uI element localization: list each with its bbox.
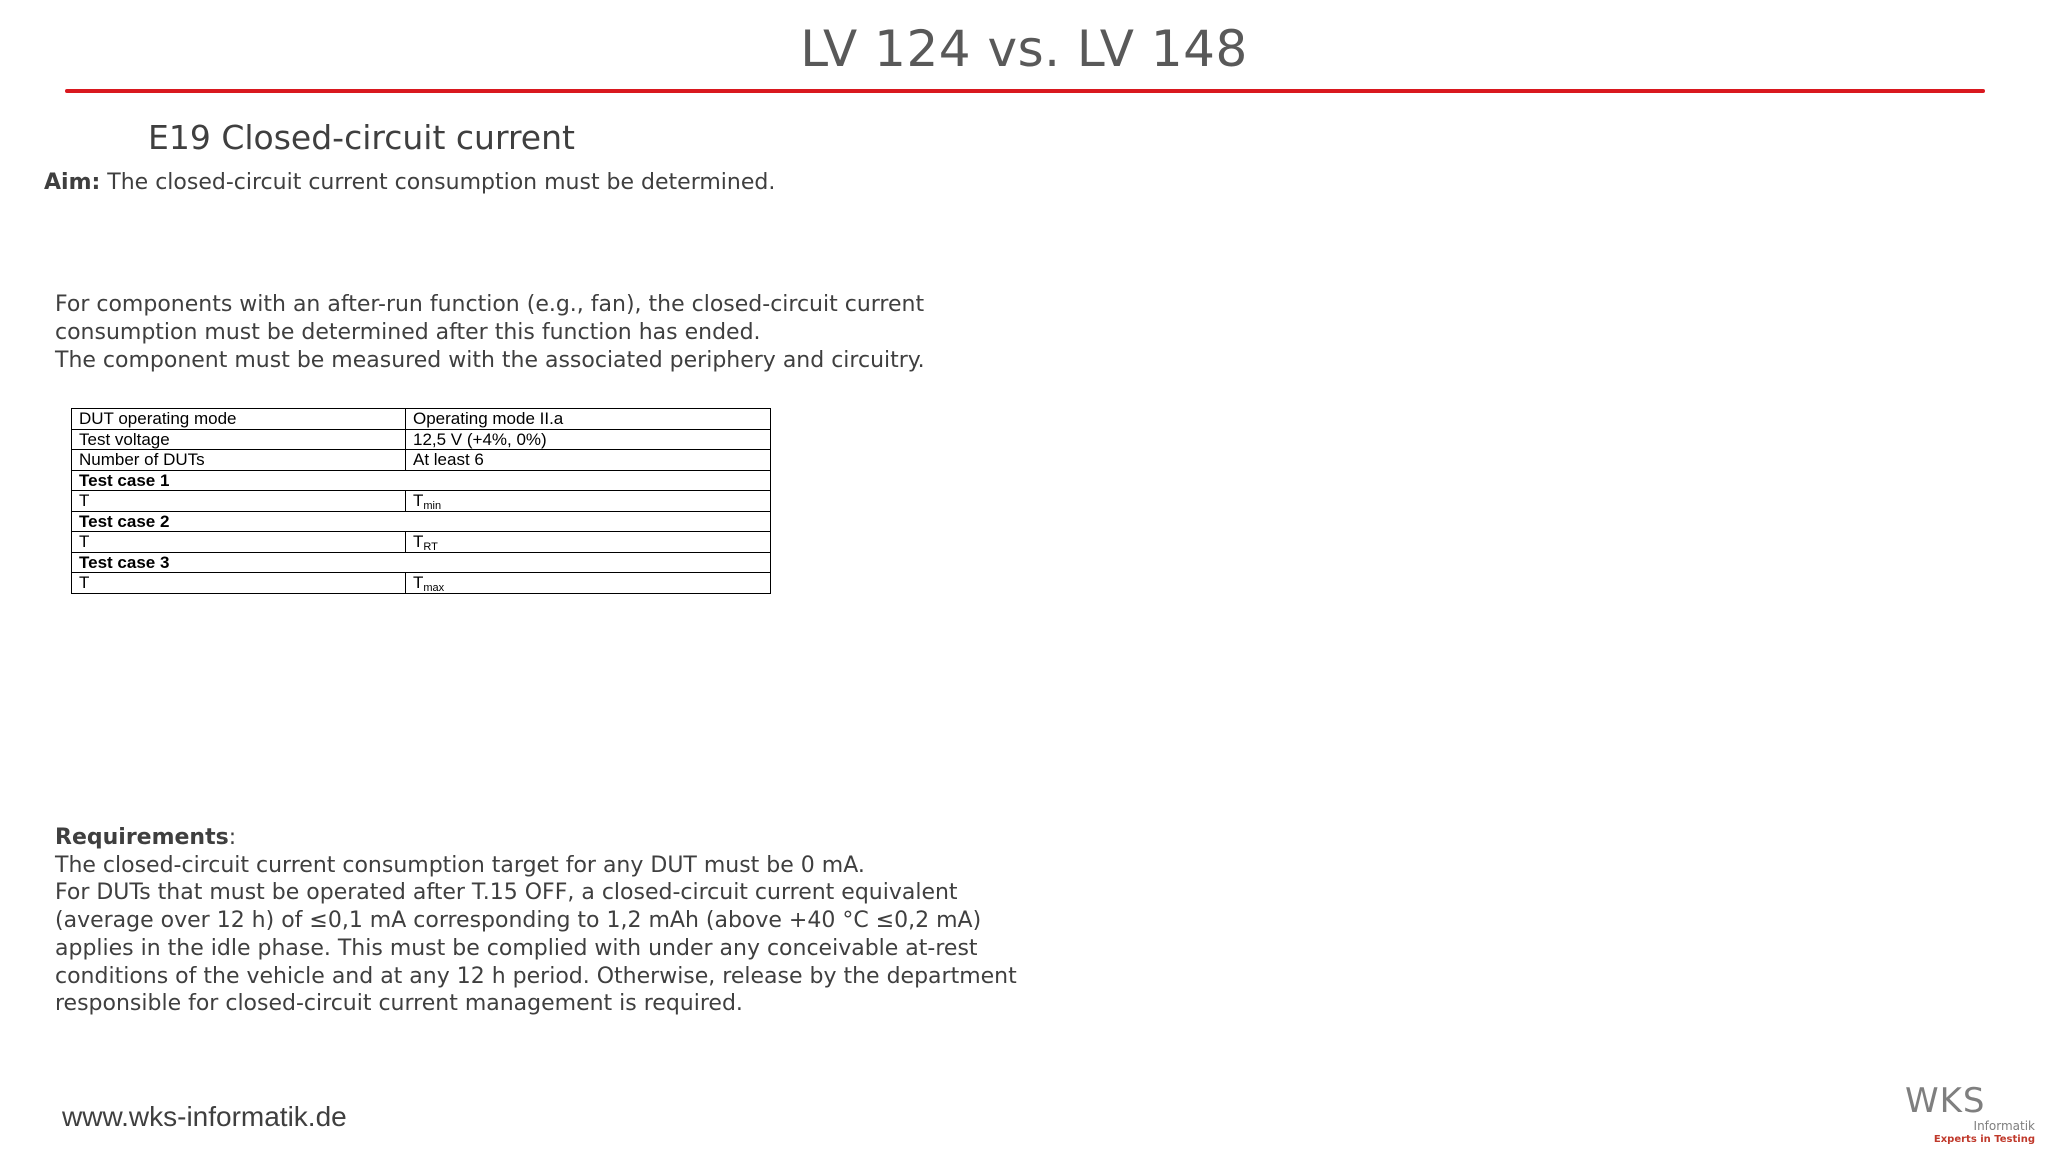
logo-tagline: Experts in Testing bbox=[1933, 1134, 2035, 1145]
requirements-line: (average over 12 h) of ≤0,1 mA corresponding to 1,2 mAh (above +40 °C ≤0,2 mA) bbox=[55, 908, 982, 934]
table-cell-value bbox=[406, 491, 771, 512]
table-cell-value bbox=[406, 532, 771, 553]
requirements-colon: : bbox=[228, 825, 237, 850]
test-parameter-table bbox=[71, 408, 771, 594]
table-cell-label: DUT operating mode bbox=[72, 409, 406, 430]
title-underline bbox=[65, 89, 1985, 93]
table-cell-value bbox=[406, 573, 771, 594]
table-row bbox=[72, 450, 771, 471]
table-cell-label: T bbox=[72, 573, 406, 594]
logo-subtitle: Informatik bbox=[1973, 1119, 2035, 1133]
aim-statement bbox=[44, 170, 775, 195]
temperature-subscript: max bbox=[423, 582, 445, 595]
intro-paragraph bbox=[55, 291, 925, 375]
temperature-symbol: T bbox=[413, 532, 424, 552]
aim-label: Aim: bbox=[44, 170, 101, 195]
table-row bbox=[72, 532, 771, 553]
table-cell-value: 12,5 V (+4%, 0%) bbox=[406, 429, 771, 450]
table-row bbox=[72, 409, 771, 430]
table-cell-label: T bbox=[72, 491, 406, 512]
table-cell-value: At least 6 bbox=[406, 450, 771, 471]
requirements-line: For DUTs that must be operated after T.15 OFF, a closed-circuit current equivalent bbox=[55, 880, 958, 906]
temperature-symbol: T bbox=[413, 573, 424, 593]
test-case-heading: Test case 3 bbox=[72, 552, 771, 573]
requirements-line: The closed-circuit current consumption target for any DUT must be 0 mA. bbox=[55, 852, 865, 878]
intro-line: For components with an after-run function (e.g., fan), the closed-circuit current bbox=[55, 292, 925, 317]
temperature-symbol: T bbox=[413, 491, 424, 511]
intro-line: consumption must be determined after this function has ended. bbox=[55, 320, 761, 345]
requirements-line: responsible for closed-circuit current management is required. bbox=[55, 991, 743, 1017]
requirements-paragraph bbox=[55, 824, 1017, 1018]
table-row-test-case-heading bbox=[72, 552, 771, 573]
requirements-line: conditions of the vehicle and at any 12 h period. Otherwise, release by the department bbox=[55, 963, 1017, 989]
temperature-subscript: min bbox=[423, 500, 442, 513]
company-logo bbox=[1905, 1081, 2035, 1148]
table-row-test-case-heading bbox=[72, 511, 771, 532]
slide-title: LV 124 vs. LV 148 bbox=[800, 20, 1248, 78]
requirements-heading bbox=[55, 824, 1017, 852]
intro-line: The component must be measured with the associated periphery and circuitry. bbox=[55, 348, 925, 373]
test-case-heading: Test case 1 bbox=[72, 470, 771, 491]
table-row bbox=[72, 491, 771, 512]
table-cell-label: Test voltage bbox=[72, 429, 406, 450]
logo-wordmark: WKS bbox=[1905, 1081, 1986, 1121]
requirements-line: applies in the idle phase. This must be complied with under any conceivable at-rest bbox=[55, 935, 978, 961]
requirements-label: Requirements bbox=[55, 825, 229, 850]
section-heading: E19 Closed-circuit current bbox=[148, 118, 575, 157]
table-cell-label: Number of DUTs bbox=[72, 450, 406, 471]
table-row bbox=[72, 573, 771, 594]
aim-text: The closed-circuit current consumption must be determined. bbox=[107, 170, 776, 195]
temperature-subscript: RT bbox=[423, 541, 438, 554]
table-row-test-case-heading bbox=[72, 470, 771, 491]
test-case-heading: Test case 2 bbox=[72, 511, 771, 532]
table-cell-label: T bbox=[72, 532, 406, 553]
table-row bbox=[72, 429, 771, 450]
footer-website-link[interactable]: www.wks-informatik.de bbox=[62, 1101, 347, 1132]
table-cell-value: Operating mode II.a bbox=[406, 409, 771, 430]
